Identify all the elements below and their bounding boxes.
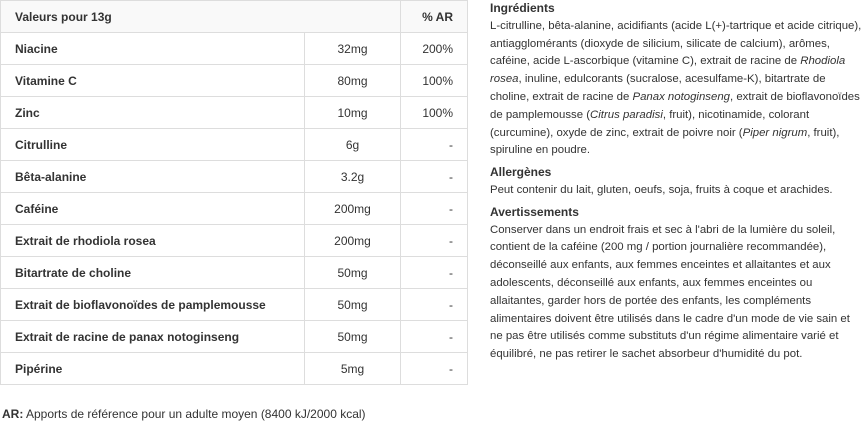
nutrient-name: Zinc [1,97,305,129]
nutrient-ar: - [401,193,468,225]
nutrient-amount: 50mg [305,257,401,289]
table-row [1,321,468,353]
nutrient-amount: 3.2g [305,161,401,193]
ingredient-latin-name: Panax notoginseng [632,90,731,103]
nutrient-ar: - [401,353,468,385]
ingredients-text [490,18,862,160]
warnings-section [490,204,862,364]
nutrient-name: Extrait de racine de panax notoginseng [1,321,305,353]
table-header-row [1,1,468,33]
nutrient-name: Niacine [1,33,305,65]
nutrient-ar: 100% [401,97,468,129]
nutrient-name: Caféine [1,193,305,225]
ingredients-title: Ingrédients [490,1,555,15]
nutrient-amount: 5mg [305,353,401,385]
nutrient-ar: - [401,289,468,321]
ingredient-text-segment: , fruit), nicotinamide, colorant (curcumine), oxyde de zinc, extrait de poivre noir ( [490,108,810,139]
nutrient-amount: 80mg [305,65,401,97]
ingredient-text-segment: , fruit), spiruline en poudre. [490,126,840,157]
ingredient-text-segment: , inuline, edulcorants (sucralose, acesulfame-K), bitartrate de choline, extrait de racine de [490,73,826,103]
table-row [1,129,468,161]
table-row [1,97,468,129]
nutrient-amount: 10mg [305,97,401,129]
footnote-label: AR: [2,407,24,421]
nutrient-ar: - [401,161,468,193]
ingredients-section [490,0,862,160]
table-row [1,193,468,225]
allergens-title: Allergènes [490,165,552,180]
nutrient-amount: 50mg [305,321,401,353]
nutrient-name: Extrait de rhodiola rosea [1,225,305,257]
nutrient-amount: 50mg [305,289,401,321]
table-row [1,65,468,97]
nutrient-name: Pipérine [1,353,305,385]
nutrient-ar: 100% [401,65,468,97]
nutrient-ar: - [401,225,468,257]
warnings-title: Avertissements [490,204,579,219]
nutrient-ar: 200% [401,33,468,65]
warnings-text: Conserver dans un endroit frais et sec à l'abri de la lumière du soleil, contient de la caféine (200 mg / portion journalière recommandée), déconseillé aux enfants, aux femmes enceintes et allaitantes et aux adolescents, déconseillé aux enfants, aux femmes enceintes ou allaitantes, garder hors de portée des enfants, les compléments alimentaires doivent être utilisés dans le cadre d'un mode de vie sain et ne pas être utilisés comme substituts d'un régime alimentaire varié et équilibré, ne pas retirer le sachet absorbeur d'humidité du pot. [490,223,850,361]
ingredient-latin-name: Rhodiola rosea [490,55,846,86]
nutrient-name: Bêta-alanine [1,161,305,193]
table-header-ar: % AR [401,1,468,33]
nutrient-amount: 32mg [305,33,401,65]
nutrient-amount: 200mg [305,193,401,225]
nutrient-ar: - [401,321,468,353]
nutrient-name: Bitartrate de choline [1,257,305,289]
footnote [2,407,366,421]
ingredient-text-segment: , extrait de bioflavonoïdes de pamplemousse ( [490,90,860,121]
allergens-section [490,164,862,200]
table-row [1,353,468,385]
table-row [1,33,468,65]
table-row [1,161,468,193]
ingredient-latin-name: Piper nigrum [742,126,808,139]
allergens-text: Peut contenir du lait, gluten, oeufs, soja, fruits à coque et arachides. [490,183,833,196]
table-row [1,289,468,321]
nutrient-name: Citrulline [1,129,305,161]
nutrient-ar: - [401,257,468,289]
ingredient-text-segment: L-citrulline, bêta-alanine, acidifiants (acide L(+)-tartrique et acide citrique), antiagglomérants (dioxyde de silicium, silicate de calcium), arômes, caféine, acide L-ascorbique (vitamine C), extrait de racine de [490,19,862,68]
nutrition-table [0,0,468,385]
footnote-text: Apports de référence pour un adulte moyen (8400 kJ/2000 kcal) [23,407,366,421]
table-row [1,225,468,257]
nutrient-name: Vitamine C [1,65,305,97]
product-info [490,0,862,368]
nutrient-name: Extrait de bioflavonoïdes de pamplemousse [1,289,305,321]
nutrient-ar: - [401,129,468,161]
table-header-serving: Valeurs pour 13g [1,1,401,33]
nutrient-amount: 6g [305,129,401,161]
nutrient-amount: 200mg [305,225,401,257]
ingredient-latin-name: Citrus paradisi [590,108,663,121]
table-row [1,257,468,289]
